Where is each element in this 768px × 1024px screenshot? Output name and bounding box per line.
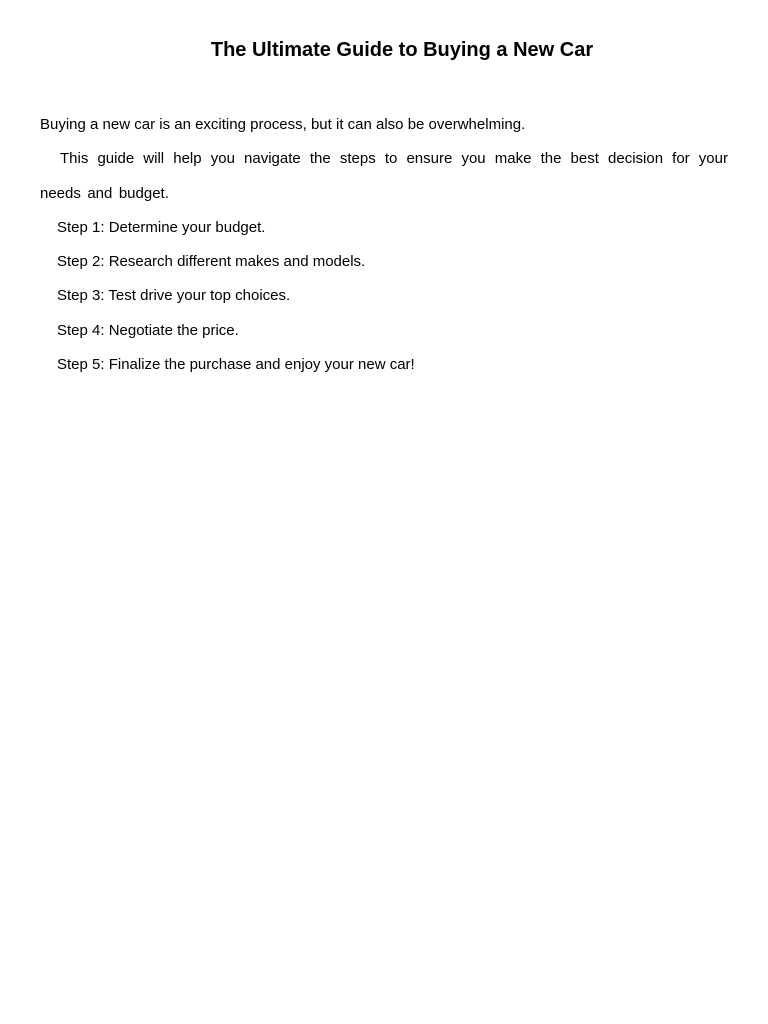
intro-paragraph: Buying a new car is an exciting process, but it can also be overwhelming. (40, 116, 526, 133)
document-body (40, 108, 728, 382)
page-title: The Ultimate Guide to Buying a New Car (210, 39, 594, 61)
step-item-1: Step 1: Determine your budget. (57, 218, 266, 236)
step-item-3: Step 3: Test drive your top choices. (57, 287, 291, 305)
step-item-4: Step 4: Negotiate the price. (57, 321, 239, 339)
purpose-paragraph: This guide will help you navigate the steps to ensure you make the best decision for your needs and budget. (40, 150, 728, 202)
step-item-5: Step 5: Finalize the purchase and enjoy your new car! (57, 356, 415, 374)
step-item-2: Step 2: Research different makes and models. (57, 253, 366, 271)
